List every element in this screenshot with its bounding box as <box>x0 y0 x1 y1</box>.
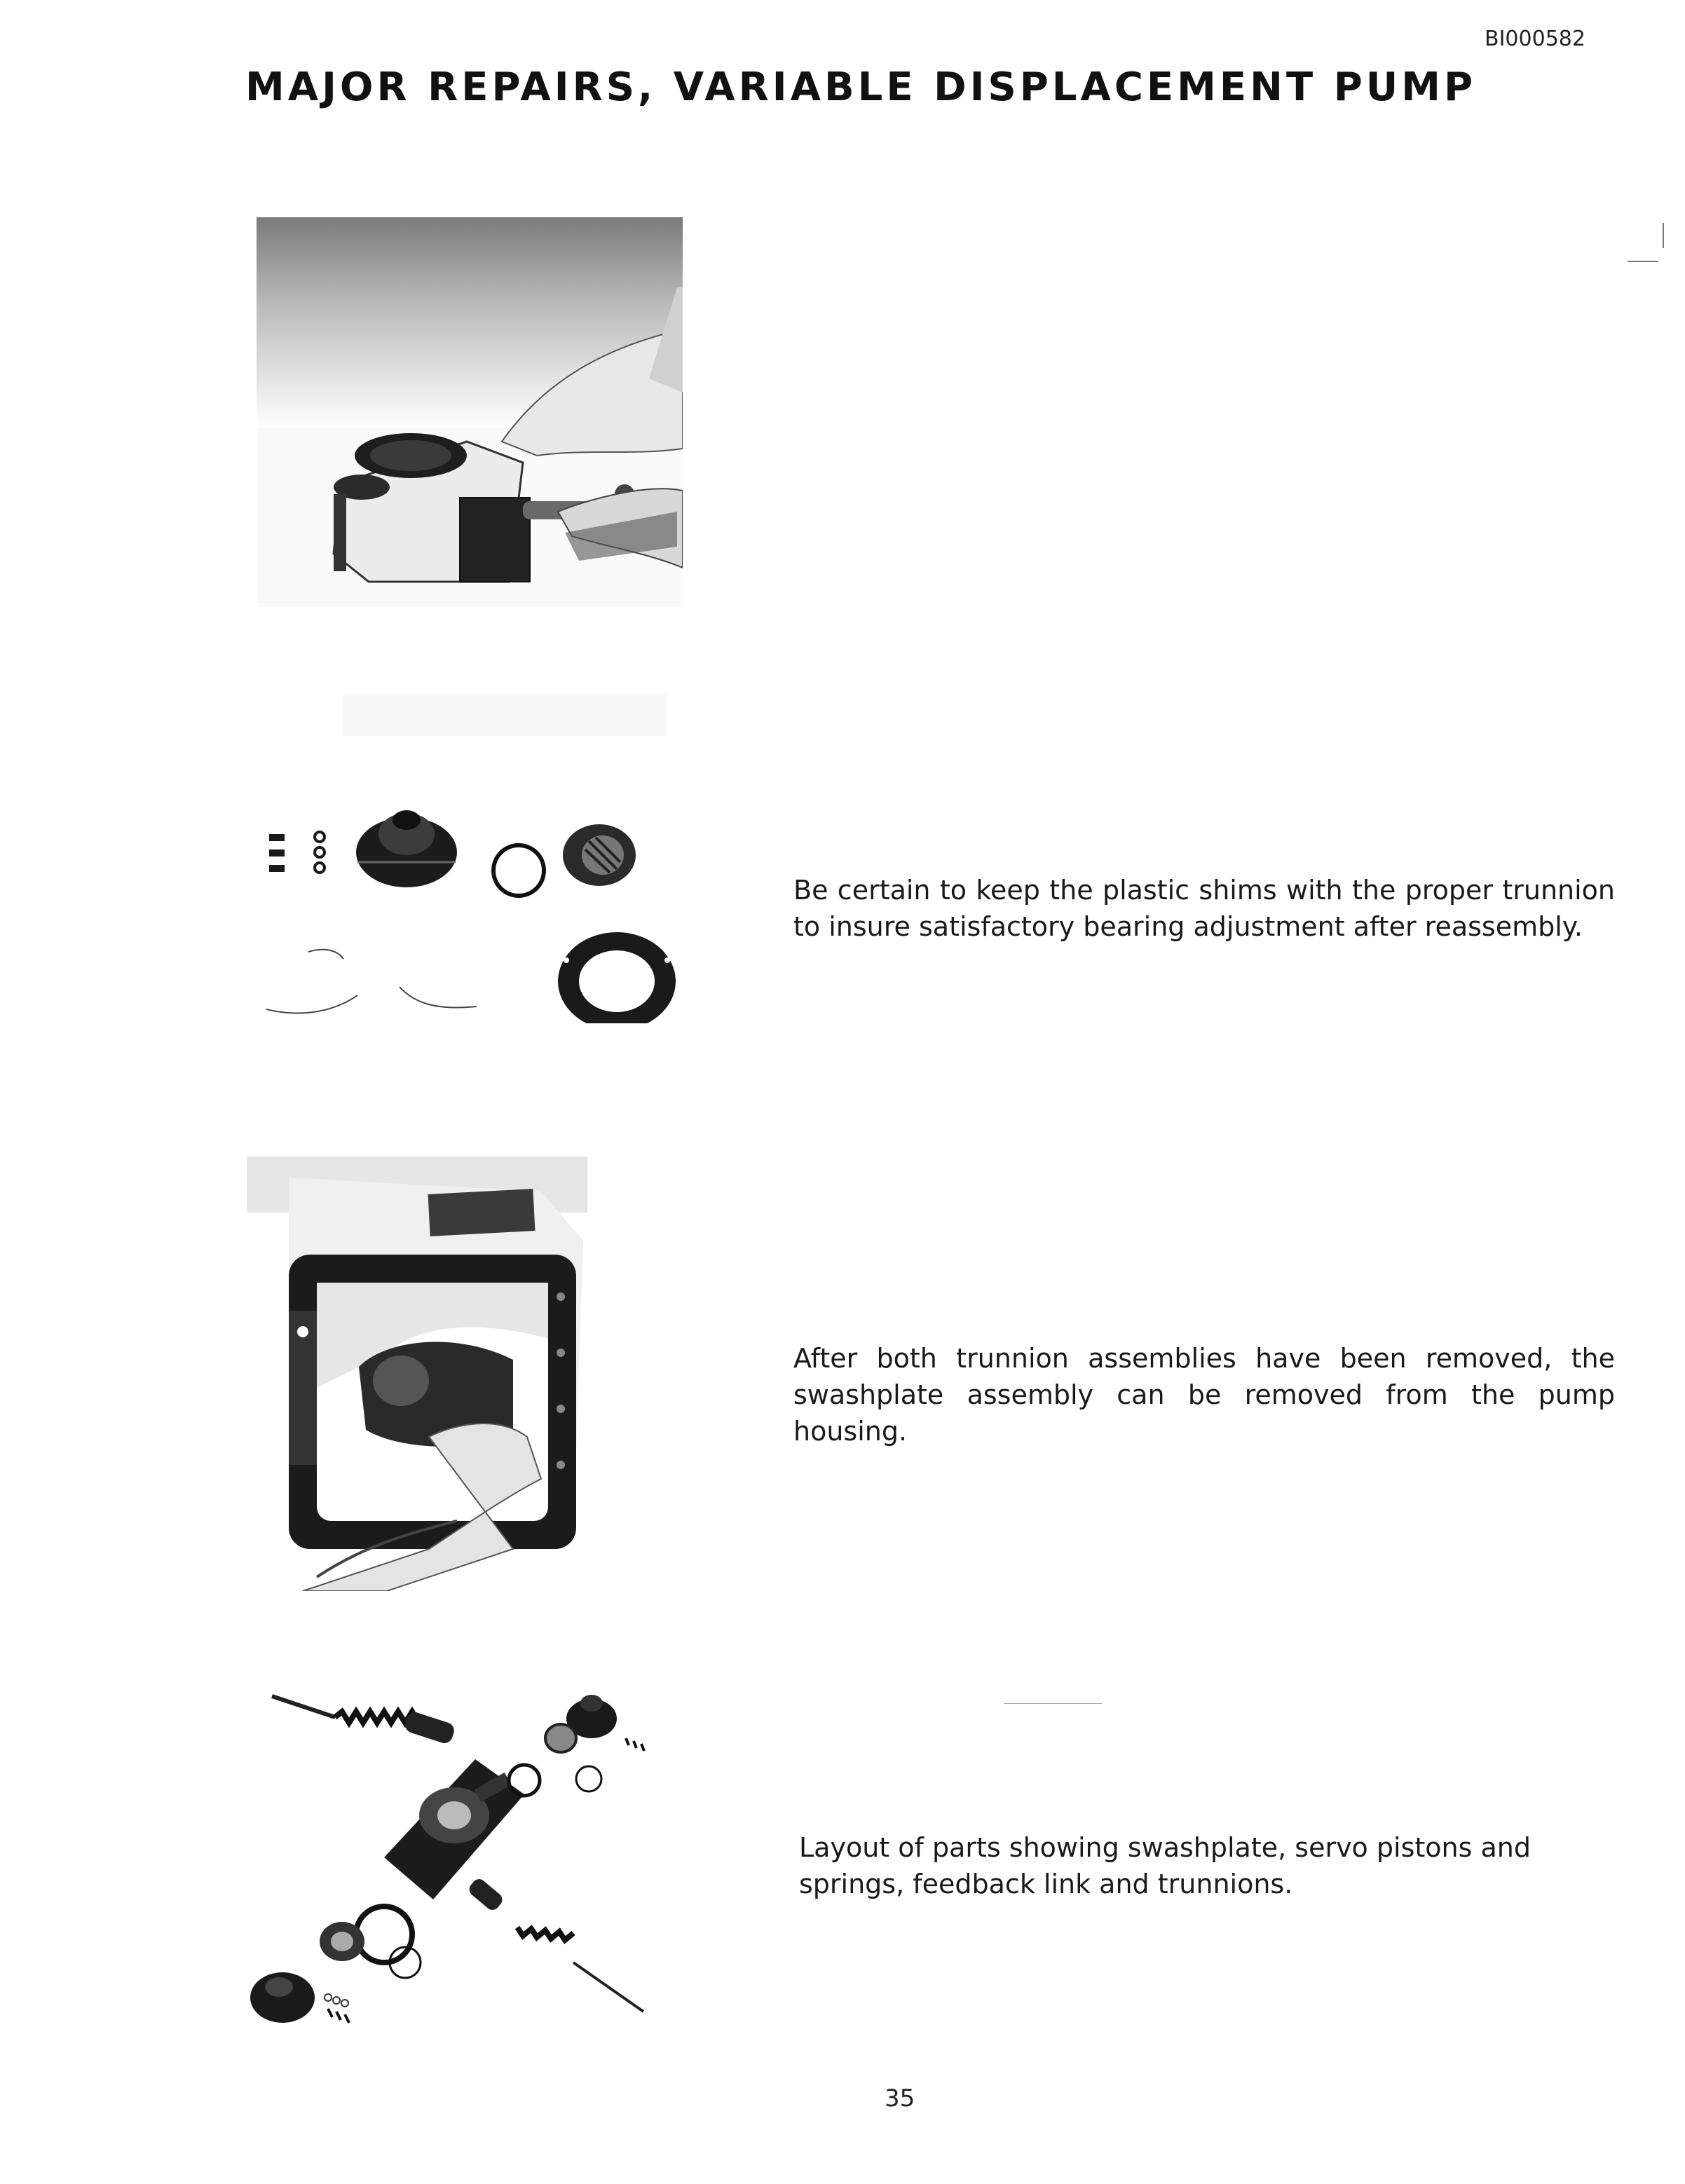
scan-mark <box>1663 223 1664 248</box>
page-number: 35 <box>885 2084 915 2113</box>
pump-housing-photo <box>257 217 683 607</box>
page-title: MAJOR REPAIRS, VARIABLE DISPLACEMENT PUMP <box>245 64 1476 110</box>
trunnion-parts-photo <box>238 687 687 1023</box>
document-id: BI000582 <box>1485 27 1585 51</box>
swashplate-removal-caption: After both trunnion assemblies have been removed, the swashplate assembly can be removed from the pump housing. <box>793 1343 1615 1447</box>
scan-mark <box>1004 1703 1102 1704</box>
parts-layout-photo <box>244 1633 664 2033</box>
swashplate-removal-photo <box>247 1156 587 1591</box>
parts-layout-caption: Layout of parts showing swashplate, servo pistons and springs, feedback link and trunnions. <box>799 1832 1531 1899</box>
trunnion-shims-caption: Be certain to keep the plastic shims with the proper trunnion to insure satisfactory bearing adjustment after reassembly. <box>793 875 1615 942</box>
scan-mark <box>1628 261 1658 262</box>
